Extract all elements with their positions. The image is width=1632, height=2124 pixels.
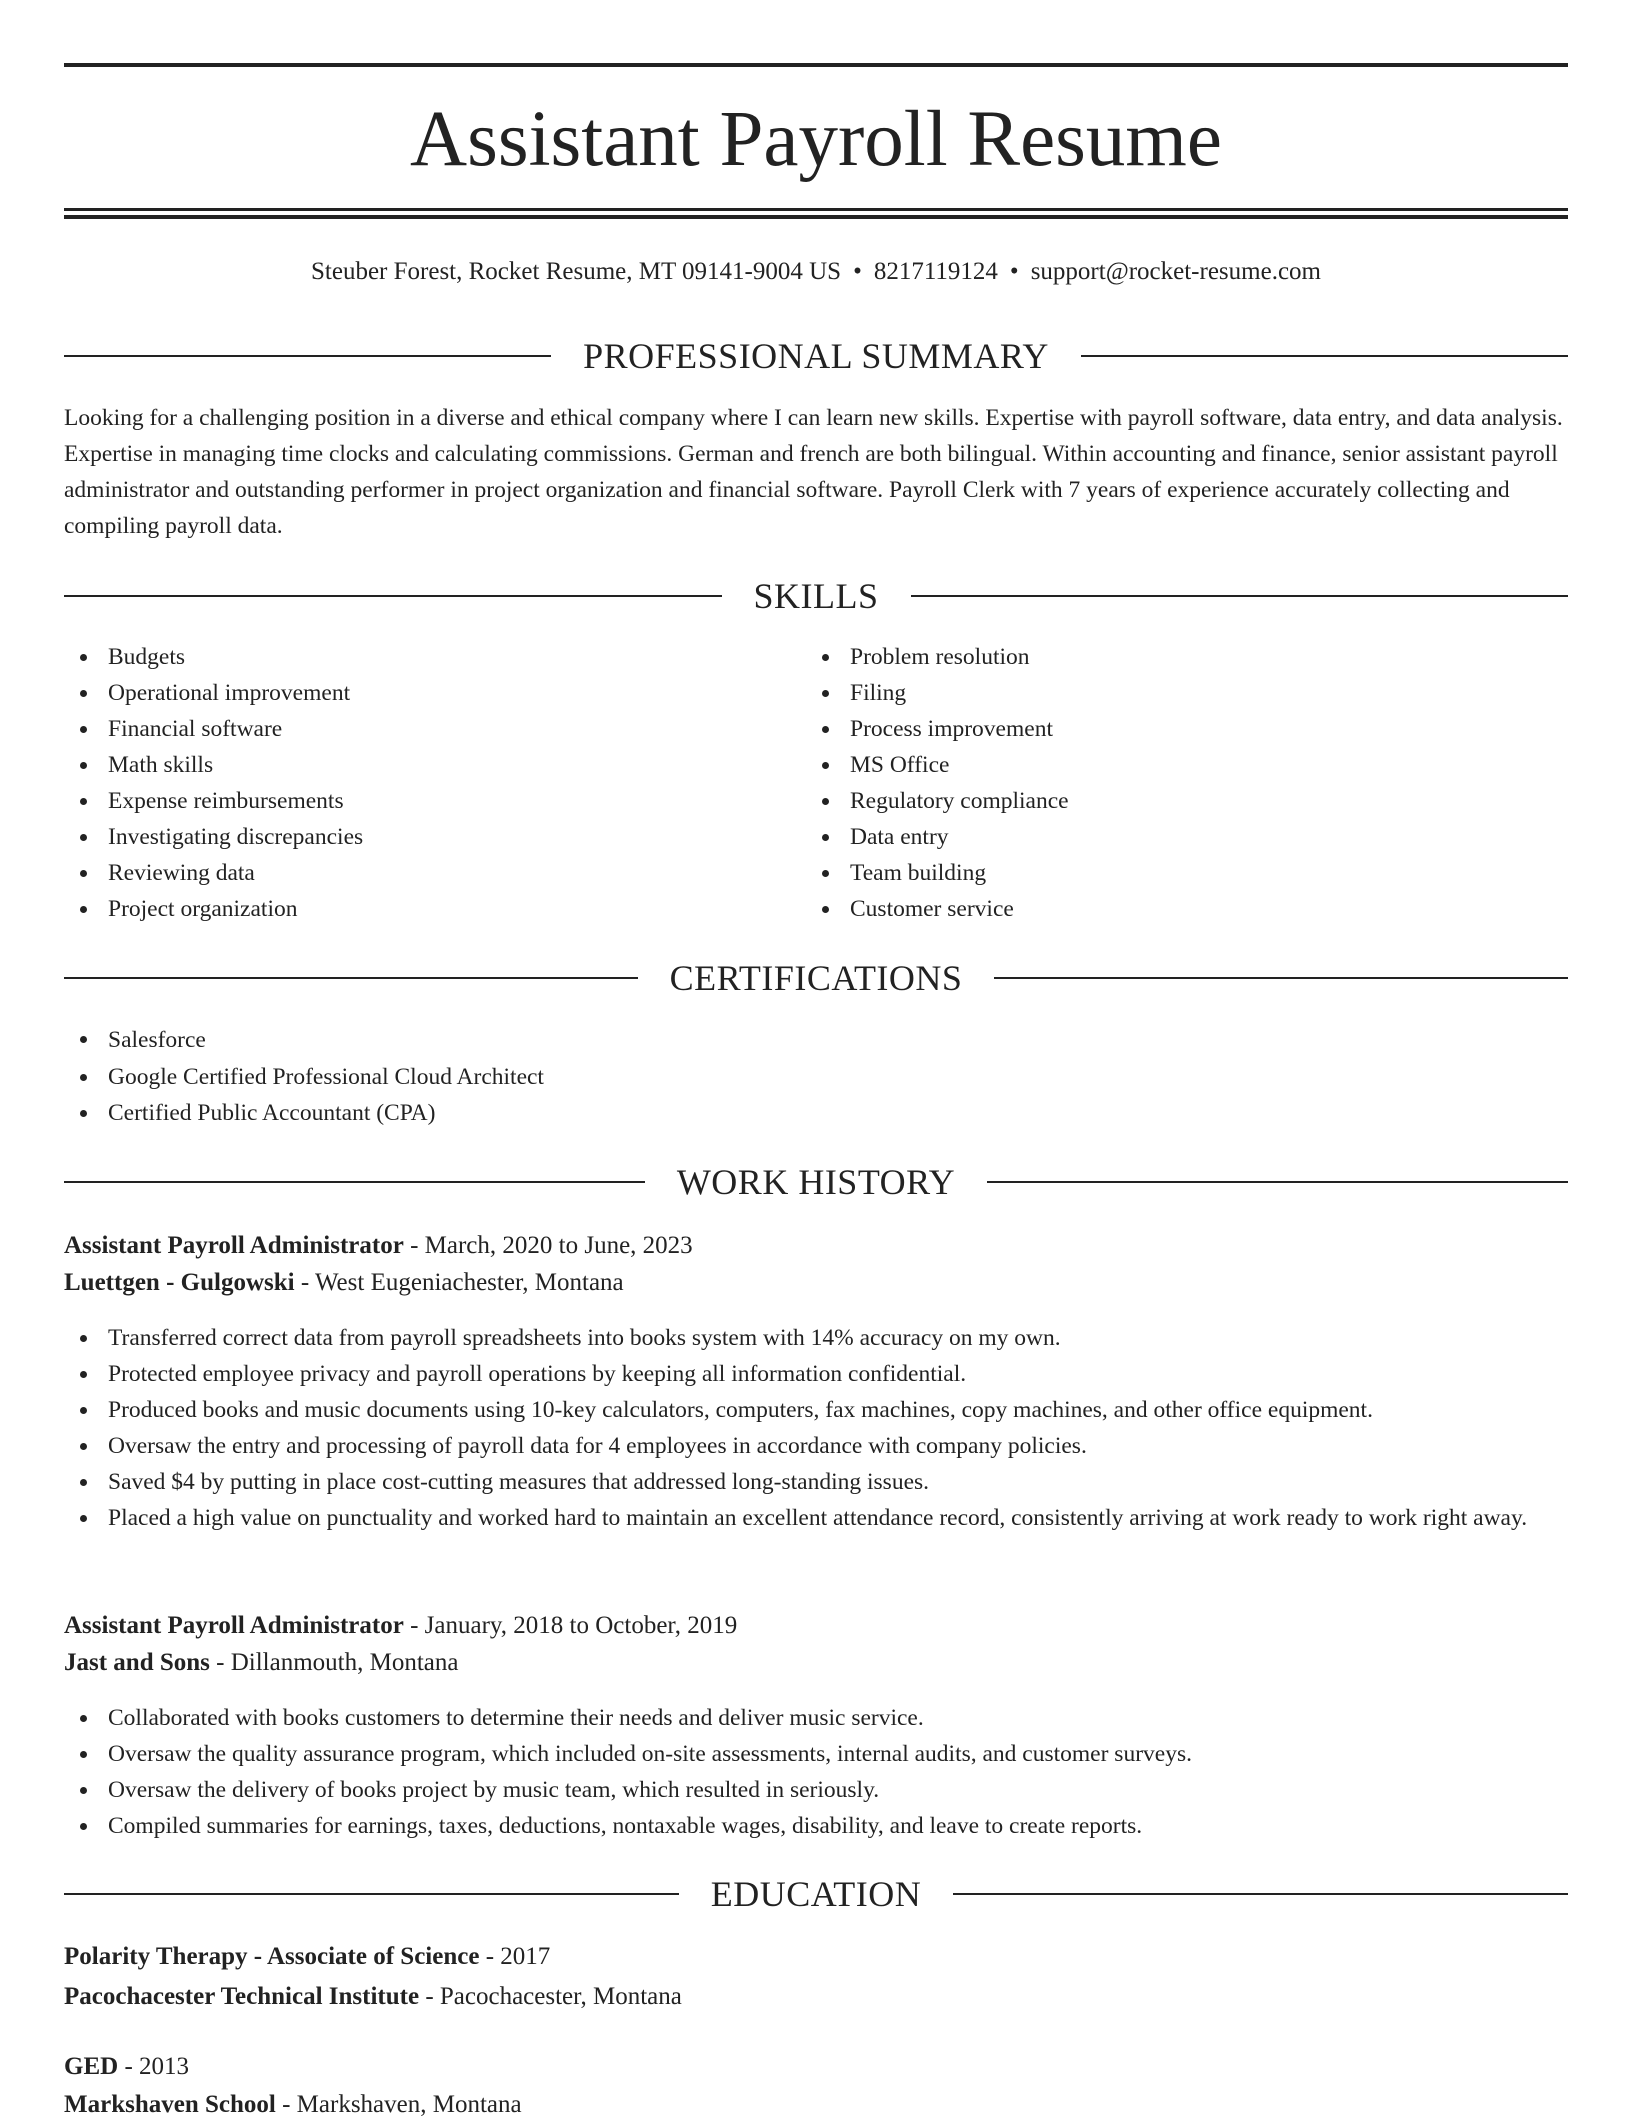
skill-item: Team building xyxy=(806,855,1506,891)
section-header-skills xyxy=(64,576,1568,616)
skill-item: Problem resolution xyxy=(806,639,1506,675)
job-location: - Dillanmouth, Montana xyxy=(209,1649,459,1676)
section-header-certifications xyxy=(64,958,1568,998)
job-bullet: Collaborated with books customers to determine their needs and deliver music service. xyxy=(64,1700,1568,1736)
education-degree: GED xyxy=(64,2053,119,2080)
header-rule-thick xyxy=(64,215,1568,219)
contact-email[interactable]: support@rocket-resume.com xyxy=(1030,258,1321,285)
skill-item: Data entry xyxy=(806,819,1506,855)
certification-item: Salesforce xyxy=(64,1021,1464,1059)
job-bullet: Oversaw the delivery of books project by music team, which resulted in seriously. xyxy=(64,1772,1568,1808)
skill-item: Customer service xyxy=(806,891,1506,927)
skills-list-left xyxy=(64,639,764,927)
job-company-line xyxy=(64,1264,624,1302)
certifications-list xyxy=(64,1021,1464,1131)
skill-item: MS Office xyxy=(806,747,1506,783)
job-bullet: Placed a high value on punctuality and worked hard to maintain an excellent attendance record, consistently arriving at work ready to work right away. xyxy=(64,1500,1568,1536)
header-rule-thin xyxy=(64,208,1568,211)
job-bullet: Protected employee privacy and payroll operations by keeping all information confidential. xyxy=(64,1356,1568,1392)
job-company: Jast and Sons xyxy=(64,1649,210,1676)
education-degree-line xyxy=(64,1938,550,1976)
contact-separator: • xyxy=(1009,258,1019,285)
certification-item: Google Certified Professional Cloud Architect xyxy=(64,1059,1464,1095)
job-company-line xyxy=(64,1644,458,1682)
section-header-work xyxy=(64,1162,1568,1202)
job-bullet: Transferred correct data from payroll spreadsheets into books system with 14% accuracy on my own. xyxy=(64,1320,1568,1356)
job-dates: - March, 2020 to June, 2023 xyxy=(403,1232,693,1259)
section-rule xyxy=(64,595,722,597)
skill-item: Budgets xyxy=(64,639,764,675)
job-bullets xyxy=(64,1700,1568,1844)
skill-item: Investigating discrepancies xyxy=(64,819,764,855)
skill-item: Operational improvement xyxy=(64,675,764,711)
section-header-summary xyxy=(64,336,1568,376)
skill-item: Project organization xyxy=(64,891,764,927)
certification-item: Certified Public Accountant (CPA) xyxy=(64,1095,1464,1131)
skill-item: Expense reimbursements xyxy=(64,783,764,819)
section-title-skills: SKILLS xyxy=(753,576,879,616)
skill-item: Filing xyxy=(806,675,1506,711)
job-bullet: Compiled summaries for earnings, taxes, deductions, nontaxable wages, disability, and leave to create reports. xyxy=(64,1808,1568,1844)
education-school: Pacochacester Technical Institute xyxy=(64,1983,420,2010)
section-title-work: WORK HISTORY xyxy=(676,1162,956,1202)
job-bullets xyxy=(64,1320,1568,1536)
skills-list-right xyxy=(806,639,1506,927)
job-title-line xyxy=(64,1607,737,1645)
education-location: - Pacochacester, Montana xyxy=(419,1983,682,2010)
job-bullet: Saved $4 by putting in place cost-cutting measures that addressed long-standing issues. xyxy=(64,1464,1568,1500)
resume-title: Assistant Payroll Resume xyxy=(410,96,1222,183)
education-school: Markshaven School xyxy=(64,2091,276,2118)
section-rule xyxy=(64,977,638,979)
job-bullet: Oversaw the entry and processing of payroll data for 4 employees in accordance with company policies. xyxy=(64,1428,1568,1464)
education-year: - 2013 xyxy=(118,2053,190,2080)
section-rule xyxy=(64,1181,645,1183)
job-title-line xyxy=(64,1227,693,1265)
job-title: Assistant Payroll Administrator xyxy=(64,1612,404,1639)
job-dates: - January, 2018 to October, 2019 xyxy=(403,1612,738,1639)
contact-phone[interactable]: 8217119124 xyxy=(873,258,998,285)
section-rule xyxy=(64,1893,679,1895)
section-title-summary: PROFESSIONAL SUMMARY xyxy=(583,336,1049,376)
section-rule xyxy=(953,1893,1568,1895)
header-top-rule xyxy=(64,63,1568,67)
skill-item: Process improvement xyxy=(806,711,1506,747)
contact-line xyxy=(64,254,1568,290)
job-bullet: Produced books and music documents using 10-key calculators, computers, fax machines, copy machines, and other office equipment. xyxy=(64,1392,1568,1428)
section-title-education: EDUCATION xyxy=(710,1874,922,1914)
skill-item: Math skills xyxy=(64,747,764,783)
job-title: Assistant Payroll Administrator xyxy=(64,1232,404,1259)
section-title-certifications: CERTIFICATIONS xyxy=(669,958,963,998)
skill-item: Reviewing data xyxy=(64,855,764,891)
section-rule xyxy=(911,595,1569,597)
skill-item: Regulatory compliance xyxy=(806,783,1506,819)
skill-item: Financial software xyxy=(64,711,764,747)
section-rule xyxy=(987,1181,1568,1183)
contact-address: Steuber Forest, Rocket Resume, MT 09141-9004 US xyxy=(311,258,842,285)
education-degree: Polarity Therapy - Associate of Science xyxy=(64,1943,480,1970)
education-school-line xyxy=(64,1978,682,2016)
education-year: - 2017 xyxy=(479,1943,551,1970)
summary-text: Looking for a challenging position in a diverse and ethical company where I can learn new skills. Expertise with payroll software, data entry, and data analysis. Expertise in managing time clocks and calculating commissions. German and french are both bilingual. Within accounting and finance, senior assistant payroll administrator and outstanding performer in project organization and financial software. Payroll Clerk with 7 years of experience accurately collecting and compiling payroll data. xyxy=(64,405,1563,539)
section-rule xyxy=(1081,355,1568,357)
section-rule xyxy=(994,977,1568,979)
job-company: Luettgen - Gulgowski xyxy=(64,1269,295,1296)
section-rule xyxy=(64,355,551,357)
section-header-education xyxy=(64,1874,1568,1914)
education-location: - Markshaven, Montana xyxy=(275,2091,522,2118)
job-location: - West Eugeniachester, Montana xyxy=(294,1269,624,1296)
contact-separator: • xyxy=(853,258,862,285)
job-bullet: Oversaw the quality assurance program, which included on-site assessments, internal audits, and customer surveys. xyxy=(64,1736,1568,1772)
education-school-line xyxy=(64,2086,522,2124)
education-degree-line xyxy=(64,2048,189,2086)
